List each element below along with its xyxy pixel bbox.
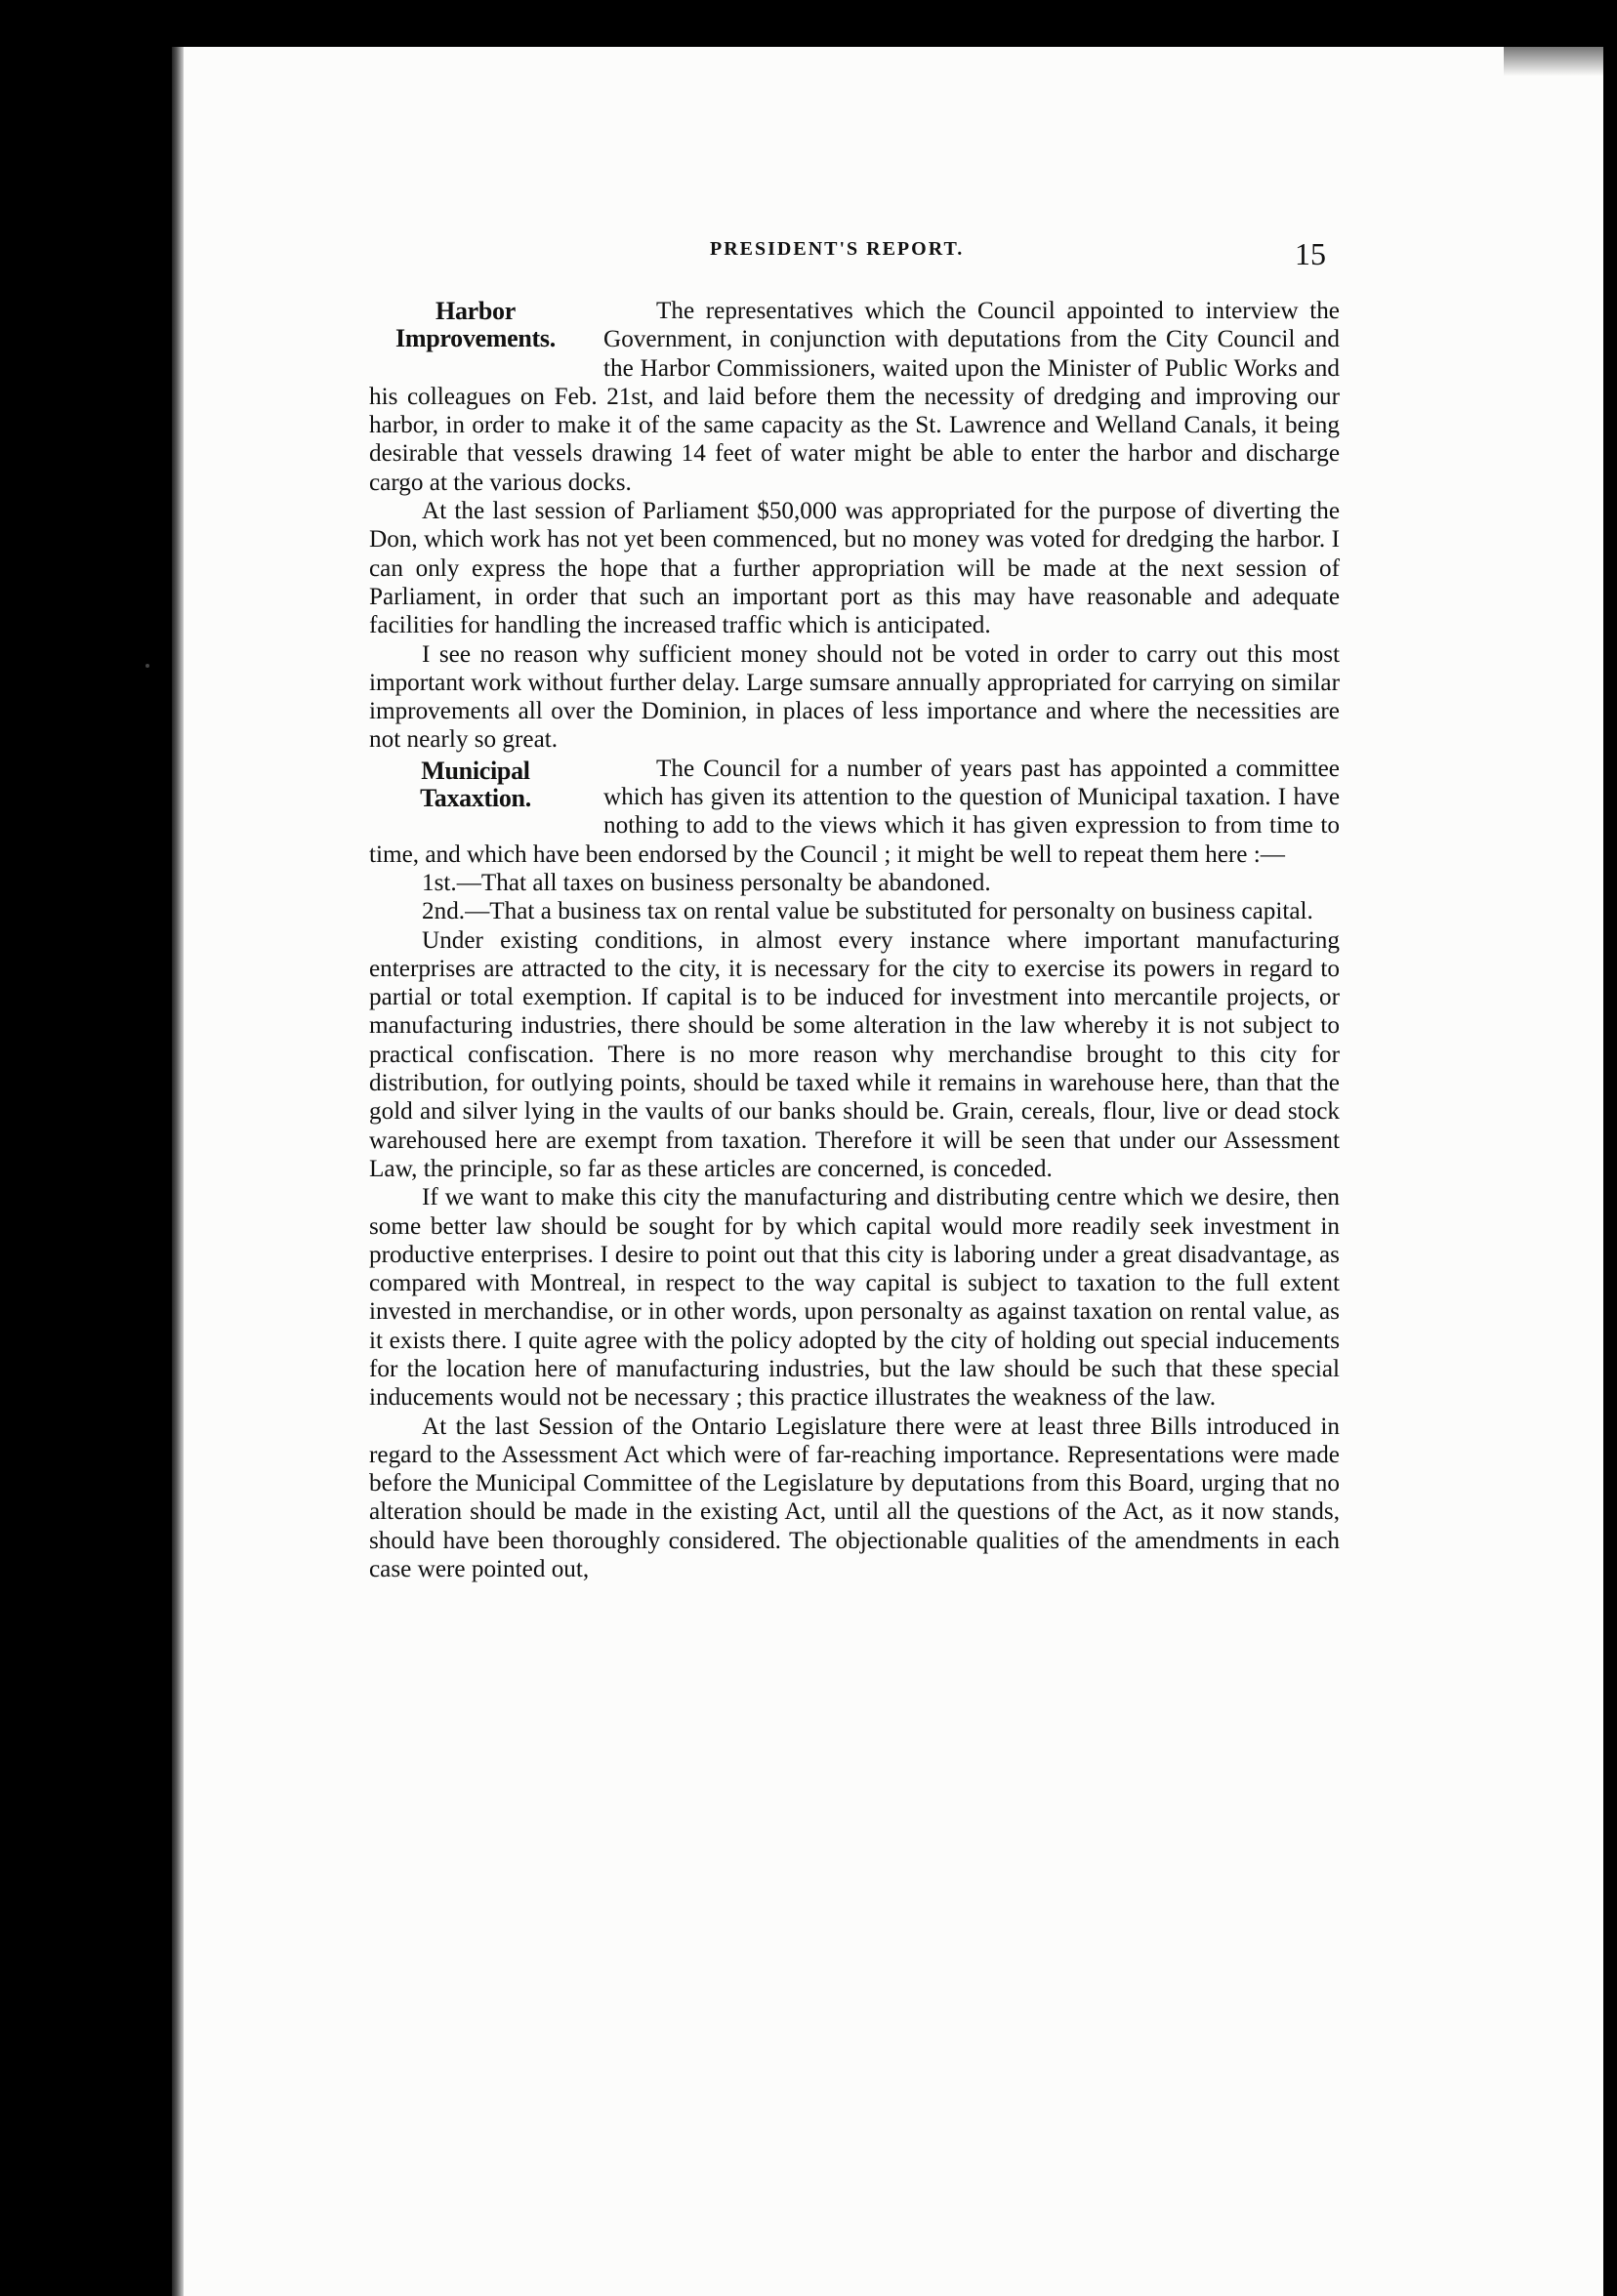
paragraph-harbor-1: The representatives which the Council appointed to interview the Government, in conjunction with deputations from the City Council and the Harbor Commissioners, waited upon the Minister of Public Works and his colleagues on Feb. 21st, and laid before them the necessity of dredging and improving our harbor, in order to make it of the same capacity as the St. Lawrence and Welland Canals, it being desirable that vessels drawing 14 feet of water might be able to enter the harbor and discharge cargo at the various docks. [369,298,1340,496]
paragraph-harbor-3: I see no reason why sufficient money should not be voted in order to carry out this most important work without further delay. Large sumsare annually appropriated for carrying on similar improvements all over the Dominion, in places of less importance and where the necessities are not nearly so great. [369,640,1340,754]
sidehead-taxation-line1: Municipal [421,756,530,785]
page-gutter-shadow [172,47,184,2296]
margin-speck [145,664,149,668]
paragraph-taxation-4: At the last Session of the Ontario Legislature there were at least three Bills introduced in regard to the Assessment Act which were of far-reaching importance. Representations were made before the Municipal Committee of the Legislature by deputations from this Board, urging that no alteration should be made in the existing Act, until all the questions of the Act, as it now stands, should have been thoroughly considered. The objectionable qualities of the amendments in each case were pointed out, [369,1413,1340,1583]
paragraph-harbor-2: At the last session of Parliament $50,000 was appropriated for the purpose of diverting the Don, which work has not yet been commenced, but no money was voted for dredging the harbor. I can only express the hope that a further appropriation will be made at the next session of Parliament, in order that such an important port as this may have reasonable and adequate facilities for handling the increased traffic which is anticipated. [369,498,1340,639]
running-head: PRESIDENT'S REPORT. [710,238,965,260]
paragraph-taxation-3: If we want to make this city the manufacturing and distributing centre which we desire, then some better law should be sought for by which capital would more readily seek investment in productive enterprises. I desire to point out that this city is laboring under a great disadvantage, as compared with Montreal, in respect to the way capital is subject to taxation to the full extent invested in merchandise, or in other words, upon personalty as against taxation on rental value, as it exists there. I quite agree with the policy adopted by the city of holding out special inducements for the location here of manufacturing industries, but the law should be such that these special inducements would not be necessary ; this practice illustrates the weakness of the law. [369,1184,1340,1412]
paragraph-taxation-1: The Council for a number of years past has appointed a committee which has given its attention to the question of Municipal taxation. I have nothing to add to the views which it has given expression to from time to time, and which have been endorsed by the Council ; it might be well to repeat them here :— [369,755,1340,868]
list-item-2: 2nd.—That a business tax on rental value be substituted for personalty on business capital. [422,898,1313,925]
paragraph-taxation-2: Under existing conditions, in almost every instance where important manufacturing enterprises are attracted to the city, it is necessary for the city to exercise its powers in regard to partial or total exemption. If capital is to be induced for investment into mercantile projects, or manufacturing industries, there should be some alteration in the law whereby it is not subject to practical confiscation. There is no more reason why merchandise brought to this city for distribution, for outlying points, should be taxed while it remains in warehouse here, than that the gold and silver lying in the vaults of our banks should be. Grain, cereals, flour, live or dead stock warehoused here are exempt from taxation. Therefore it will be seen that under our Assessment Law, the principle, so far as these articles are concerned, is conceded. [369,926,1340,1182]
list-item-1: 1st.—That all taxes on business personalty be abandoned. [422,869,991,896]
page-number: 15 [1295,236,1326,271]
sidehead-harbor-line1: Harbor [435,297,516,325]
page-corner-shadow [1504,47,1603,76]
sidehead-taxation-line2: Taxaxtion. [420,783,531,812]
body-text [369,297,1340,1583]
sidehead-harbor [365,298,586,352]
sidehead-taxation [365,758,586,812]
sidehead-harbor-line2: Improvements. [395,324,556,352]
